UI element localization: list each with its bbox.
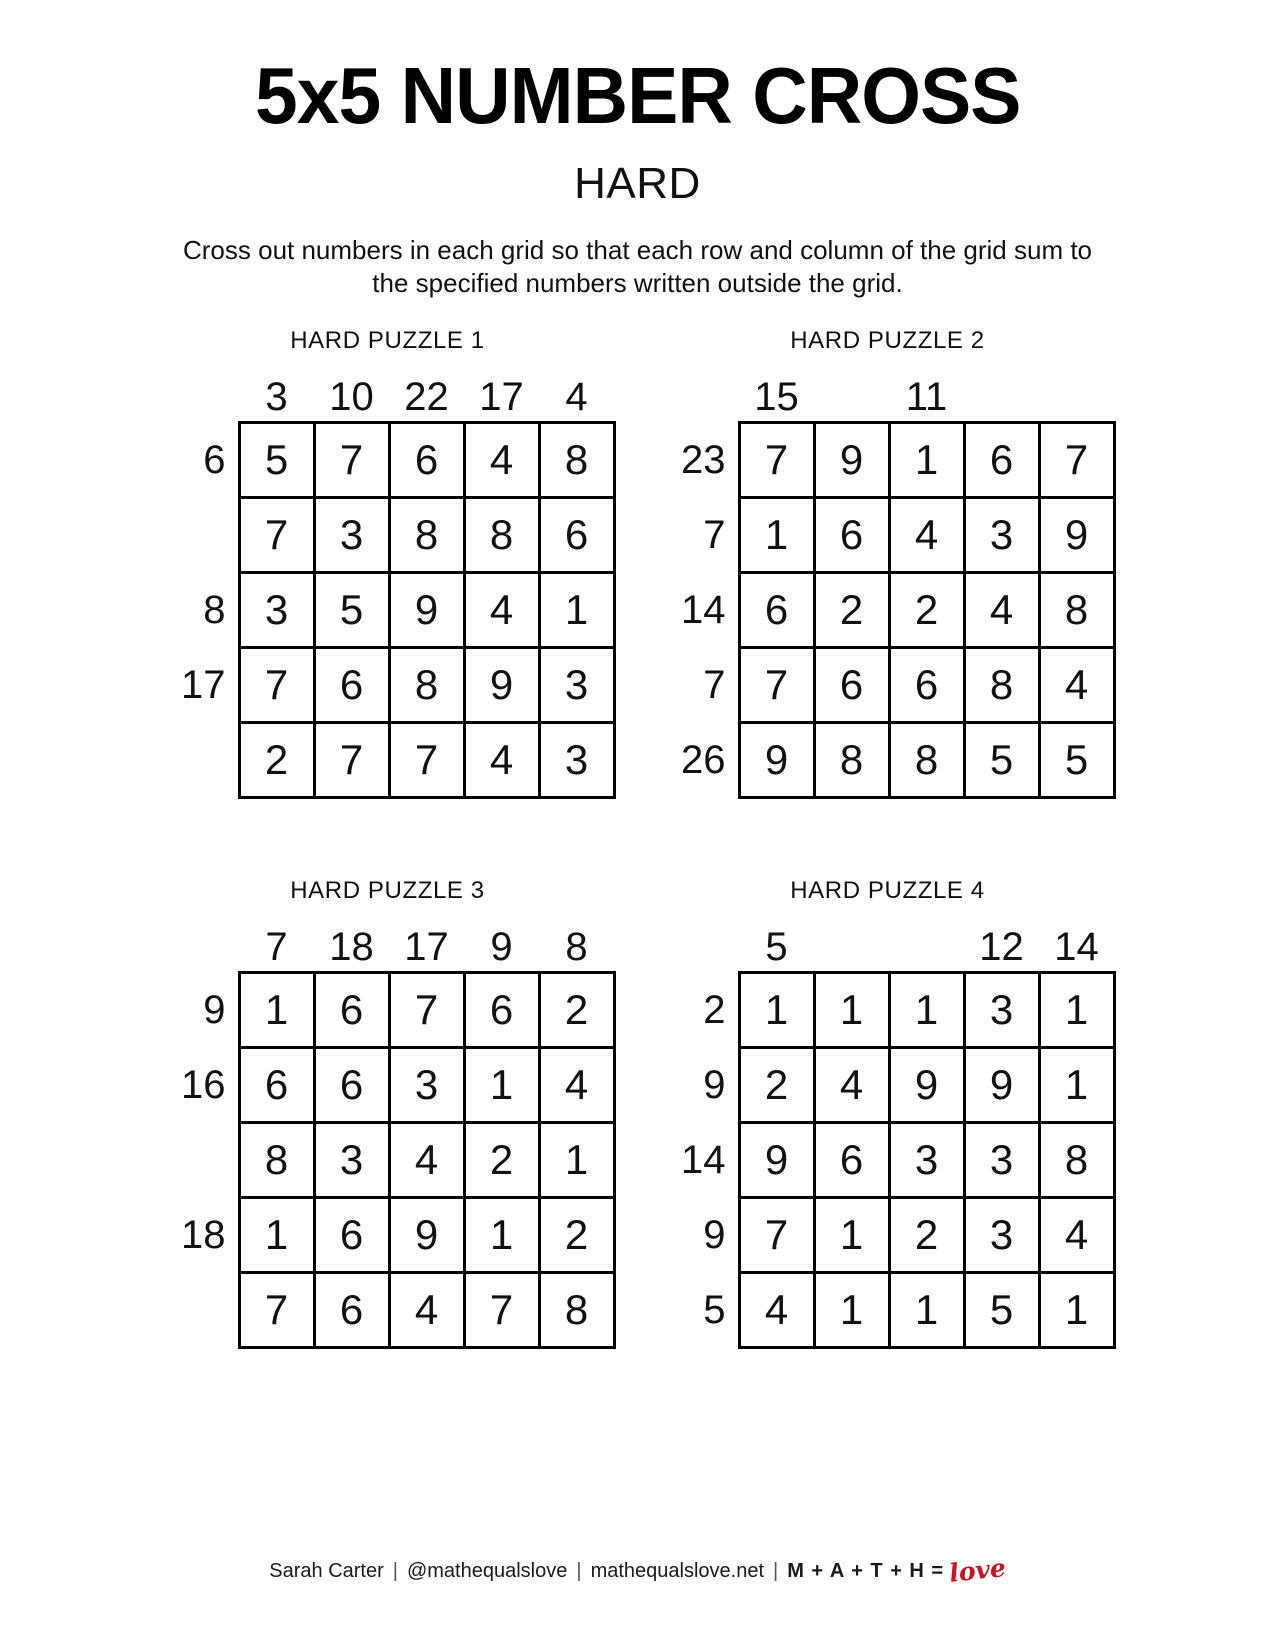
instructions-text: Cross out numbers in each grid so that each row and column of the grid sum to the specified numbers written outside the grid. (182, 235, 1093, 299)
grid-cell[interactable]: 9 (964, 1047, 1039, 1122)
footer-handle: @mathequalslove (406, 1560, 568, 1582)
grid-row (160, 1272, 615, 1347)
footer-brand: M + A + T + H = (787, 1560, 945, 1582)
column-clue-row (660, 919, 1115, 973)
grid-cell[interactable]: 8 (539, 422, 614, 497)
grid-cell[interactable]: 3 (539, 647, 614, 722)
grid-cell[interactable]: 6 (314, 1047, 389, 1122)
column-clue: 9 (490, 924, 513, 969)
grid-cell[interactable]: 6 (814, 647, 889, 722)
puzzle-1 (138, 327, 638, 799)
grid-corner-spacer (660, 919, 740, 973)
column-clue: 22 (404, 374, 449, 419)
grid-cell[interactable]: 7 (739, 422, 814, 497)
grid-cell[interactable]: 1 (739, 497, 814, 572)
column-clue: 3 (265, 374, 288, 419)
grid-row (660, 422, 1115, 497)
grid-cell[interactable]: 5 (239, 422, 314, 497)
grid-cell[interactable]: 7 (314, 422, 389, 497)
puzzles-container (138, 327, 1138, 1349)
grid-cell[interactable]: 4 (389, 1272, 464, 1347)
puzzle-grid (660, 919, 1116, 1349)
row-clue (160, 722, 240, 797)
grid-cell[interactable]: 7 (464, 1272, 539, 1347)
grid-cell[interactable]: 9 (814, 422, 889, 497)
grid-cell[interactable]: 1 (889, 1272, 964, 1347)
grid-cell[interactable]: 9 (739, 1122, 814, 1197)
grid-cell[interactable]: 9 (889, 1047, 964, 1122)
grid-cell[interactable]: 9 (464, 647, 539, 722)
grid-cell[interactable]: 1 (464, 1197, 539, 1272)
grid-cell[interactable]: 3 (889, 1122, 964, 1197)
grid-cell[interactable]: 7 (1039, 422, 1114, 497)
grid-row (660, 497, 1115, 572)
grid-cell[interactable]: 1 (739, 972, 814, 1047)
puzzle-3 (138, 877, 638, 1349)
grid-cell[interactable]: 5 (314, 572, 389, 647)
grid-cell[interactable]: 9 (739, 722, 814, 797)
row-clue (160, 1272, 240, 1347)
grid-cell[interactable]: 7 (314, 722, 389, 797)
grid-cell[interactable]: 6 (964, 422, 1039, 497)
grid-cell[interactable]: 7 (389, 972, 464, 1047)
column-clue: 17 (404, 924, 449, 969)
grid-cell[interactable]: 7 (389, 722, 464, 797)
column-clue (889, 919, 964, 973)
grid-row (660, 1197, 1115, 1272)
grid-cell[interactable]: 8 (389, 497, 464, 572)
column-clue-row (160, 919, 615, 973)
grid-cell[interactable]: 6 (889, 647, 964, 722)
row-clue: 2 (703, 987, 726, 1032)
grid-cell[interactable]: 4 (889, 497, 964, 572)
grid-cell[interactable]: 2 (539, 1197, 614, 1272)
grid-cell[interactable]: 3 (239, 572, 314, 647)
column-clue (1039, 369, 1114, 423)
grid-cell[interactable]: 3 (964, 972, 1039, 1047)
grid-cell[interactable]: 1 (1039, 1272, 1114, 1347)
puzzle-4 (638, 877, 1138, 1349)
grid-cell[interactable]: 3 (964, 1197, 1039, 1272)
row-clue: 16 (181, 1062, 226, 1107)
column-clue: 15 (754, 374, 799, 419)
row-clue: 17 (181, 662, 226, 707)
grid-cell[interactable]: 2 (889, 572, 964, 647)
column-clue-row (660, 369, 1115, 423)
row-clue (160, 497, 240, 572)
grid-cell[interactable]: 7 (239, 647, 314, 722)
grid-row (660, 972, 1115, 1047)
grid-cell[interactable]: 3 (964, 497, 1039, 572)
grid-row (160, 972, 615, 1047)
puzzle-title: HARD PUZZLE 1 (290, 326, 485, 354)
column-clue: 4 (565, 374, 588, 419)
grid-cell[interactable]: 8 (814, 722, 889, 797)
row-clue: 23 (681, 437, 726, 482)
puzzle-2 (638, 327, 1138, 799)
grid-cell[interactable]: 1 (814, 1197, 889, 1272)
grid-cell[interactable]: 8 (389, 647, 464, 722)
row-clue (160, 1122, 240, 1197)
grid-row (160, 497, 615, 572)
grid-row (160, 422, 615, 497)
grid-cell[interactable]: 9 (1039, 497, 1114, 572)
grid-cell[interactable]: 2 (539, 972, 614, 1047)
grid-cell[interactable]: 6 (314, 1272, 389, 1347)
row-clue: 6 (203, 437, 226, 482)
grid-corner-spacer (660, 369, 740, 423)
difficulty-subtitle: HARD (574, 159, 701, 208)
column-clue: 14 (1054, 924, 1099, 969)
column-clue: 18 (329, 924, 374, 969)
grid-cell[interactable]: 4 (539, 1047, 614, 1122)
page-title: 5x5 NUMBER CROSS (254, 51, 1021, 140)
row-clue: 7 (703, 512, 726, 557)
grid-cell[interactable]: 6 (389, 422, 464, 497)
grid-cell[interactable]: 8 (1039, 572, 1114, 647)
row-clue: 14 (681, 1137, 726, 1182)
grid-cell[interactable]: 1 (539, 572, 614, 647)
column-clue: 7 (265, 924, 288, 969)
puzzle-grid (160, 369, 616, 799)
column-clue: 12 (979, 924, 1024, 969)
grid-cell[interactable]: 6 (739, 572, 814, 647)
grid-cell[interactable]: 1 (814, 972, 889, 1047)
grid-cell[interactable]: 7 (739, 647, 814, 722)
grid-cell[interactable]: 4 (464, 572, 539, 647)
puzzle-title: HARD PUZZLE 2 (790, 326, 985, 354)
row-clue: 9 (703, 1212, 726, 1257)
grid-cell[interactable]: 2 (239, 722, 314, 797)
column-clue (964, 369, 1039, 423)
grid-cell[interactable]: 8 (889, 722, 964, 797)
grid-row (660, 1272, 1115, 1347)
grid-cell[interactable]: 3 (314, 1122, 389, 1197)
grid-corner-spacer (160, 919, 240, 973)
grid-cell[interactable]: 1 (889, 972, 964, 1047)
grid-cell[interactable]: 3 (964, 1122, 1039, 1197)
puzzle-title: HARD PUZZLE 4 (790, 876, 985, 904)
row-clue: 9 (203, 987, 226, 1032)
grid-cell[interactable]: 6 (314, 1197, 389, 1272)
grid-cell[interactable]: 4 (389, 1122, 464, 1197)
grid-cell[interactable]: 4 (464, 722, 539, 797)
grid-cell[interactable]: 8 (239, 1122, 314, 1197)
grid-cell[interactable]: 6 (539, 497, 614, 572)
grid-cell[interactable]: 1 (1039, 972, 1114, 1047)
footer-separator-3: | (773, 1560, 779, 1582)
grid-row (160, 1047, 615, 1122)
column-clue (814, 369, 889, 423)
grid-cell[interactable]: 3 (389, 1047, 464, 1122)
grid-cell[interactable]: 7 (239, 1272, 314, 1347)
puzzle-grid (160, 919, 616, 1349)
row-clue: 18 (181, 1212, 226, 1257)
grid-cell[interactable]: 5 (1039, 722, 1114, 797)
footer (0, 1553, 1275, 1588)
row-clue: 9 (703, 1062, 726, 1107)
grid-cell[interactable]: 8 (964, 647, 1039, 722)
grid-row (160, 722, 615, 797)
grid-cell[interactable]: 9 (389, 572, 464, 647)
grid-row (160, 572, 615, 647)
grid-cell[interactable]: 1 (814, 1272, 889, 1347)
grid-cell[interactable]: 9 (389, 1197, 464, 1272)
column-clue-row (160, 369, 615, 423)
grid-cell[interactable]: 6 (814, 1122, 889, 1197)
grid-row (660, 722, 1115, 797)
grid-cell[interactable]: 4 (1039, 1197, 1114, 1272)
grid-row (660, 572, 1115, 647)
row-clue: 7 (703, 662, 726, 707)
grid-cell[interactable]: 3 (539, 722, 614, 797)
row-clue: 5 (703, 1287, 726, 1332)
grid-cell[interactable]: 6 (464, 972, 539, 1047)
column-clue: 17 (479, 374, 524, 419)
grid-cell[interactable]: 4 (814, 1047, 889, 1122)
grid-cell[interactable]: 8 (1039, 1122, 1114, 1197)
column-clue: 5 (765, 924, 788, 969)
grid-row (660, 647, 1115, 722)
footer-separator-2: | (576, 1560, 582, 1582)
puzzle-grid (660, 369, 1116, 799)
grid-row (660, 1047, 1115, 1122)
column-clue: 8 (565, 924, 588, 969)
grid-cell[interactable]: 2 (889, 1197, 964, 1272)
grid-cell[interactable]: 1 (539, 1122, 614, 1197)
footer-love-logo: love (947, 1553, 1008, 1588)
grid-cell[interactable]: 2 (464, 1122, 539, 1197)
grid-cell[interactable]: 2 (739, 1047, 814, 1122)
grid-cell[interactable]: 4 (739, 1272, 814, 1347)
grid-cell[interactable]: 1 (464, 1047, 539, 1122)
grid-cell[interactable]: 2 (814, 572, 889, 647)
grid-cell[interactable]: 6 (314, 972, 389, 1047)
grid-cell[interactable]: 1 (239, 972, 314, 1047)
grid-cell[interactable]: 5 (964, 722, 1039, 797)
footer-website[interactable]: mathequalslove.net (590, 1560, 765, 1582)
row-clue: 8 (203, 587, 226, 632)
grid-cell[interactable]: 7 (739, 1197, 814, 1272)
grid-cell[interactable]: 6 (239, 1047, 314, 1122)
row-clue: 14 (681, 587, 726, 632)
grid-cell[interactable]: 8 (539, 1272, 614, 1347)
grid-cell[interactable]: 3 (314, 497, 389, 572)
grid-cell[interactable]: 1 (239, 1197, 314, 1272)
row-clue: 26 (681, 737, 726, 782)
grid-cell[interactable]: 1 (889, 422, 964, 497)
grid-cell[interactable]: 4 (1039, 647, 1114, 722)
grid-cell[interactable]: 8 (464, 497, 539, 572)
grid-row (160, 647, 615, 722)
grid-row (160, 1197, 615, 1272)
puzzle-title: HARD PUZZLE 3 (290, 876, 485, 904)
grid-row (660, 1122, 1115, 1197)
grid-cell[interactable]: 7 (239, 497, 314, 572)
column-clue (814, 919, 889, 973)
grid-cell[interactable]: 4 (464, 422, 539, 497)
grid-cell[interactable]: 4 (964, 572, 1039, 647)
grid-cell[interactable]: 1 (1039, 1047, 1114, 1122)
grid-cell[interactable]: 6 (814, 497, 889, 572)
grid-cell[interactable]: 6 (314, 647, 389, 722)
column-clue: 10 (329, 374, 374, 419)
grid-row (160, 1122, 615, 1197)
footer-author: Sarah Carter (269, 1560, 384, 1582)
grid-corner-spacer (160, 369, 240, 423)
footer-separator-1: | (392, 1560, 398, 1582)
grid-cell[interactable]: 5 (964, 1272, 1039, 1347)
column-clue: 11 (905, 374, 948, 419)
